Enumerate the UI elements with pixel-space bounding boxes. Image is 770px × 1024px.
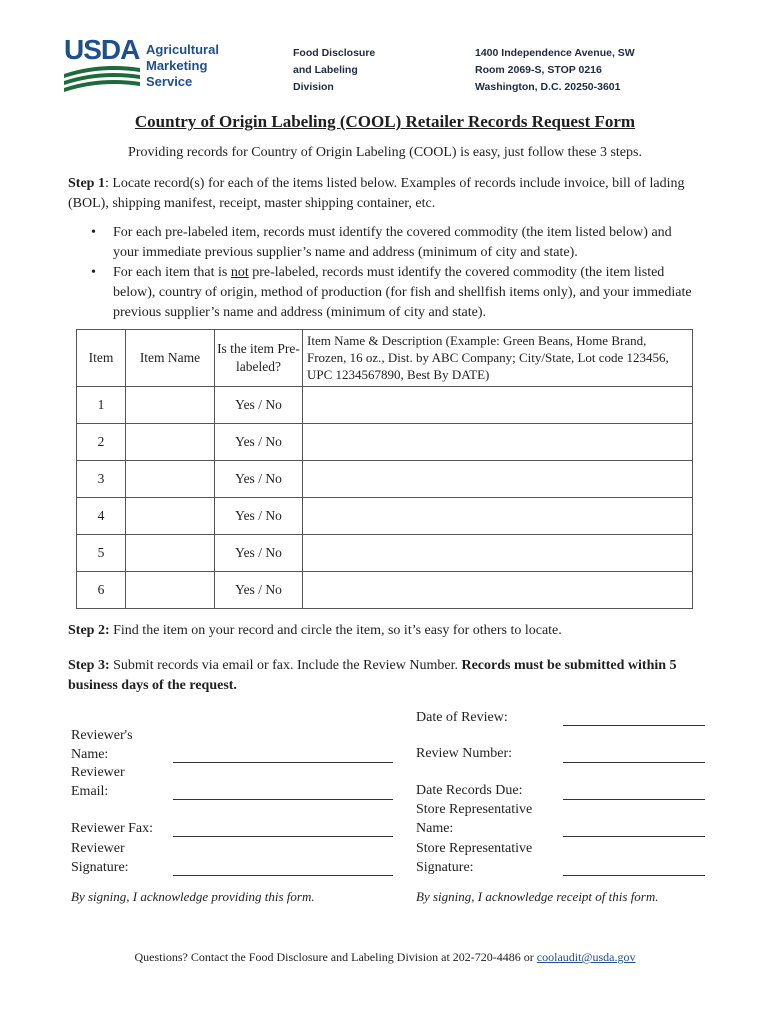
step2-label: Step 2:: [68, 623, 110, 638]
col-header-description: Item Name & Description (Example: Green Beans, Home Brand, Frozen, 16 oz., Dist. by ABC Company; City/State, Lot code 123456, UPC 1234567890, Best By DATE): [303, 330, 693, 387]
table-header-row: [77, 330, 693, 387]
reviewer-email-line[interactable]: [173, 799, 393, 800]
date-records-due-label: Date Records Due:: [416, 783, 523, 798]
table-row: [77, 424, 693, 461]
item-name-cell[interactable]: [126, 535, 215, 572]
item-name-cell[interactable]: [126, 424, 215, 461]
item-name-cell[interactable]: [126, 572, 215, 609]
step3-text: Submit records via email or fax. Include the Review Number.: [109, 658, 462, 673]
row-item-number: 2: [77, 424, 126, 461]
step1-label: Step 1: [68, 176, 105, 191]
review-number-label: Review Number:: [416, 746, 513, 761]
reviewer-signature-line[interactable]: [173, 875, 393, 876]
prelabeled-choice[interactable]: Yes / No: [215, 572, 303, 609]
date-of-review-label: Date of Review:: [416, 710, 508, 725]
table-row: [77, 498, 693, 535]
ams-logo-text: Agricultural Marketing Service: [146, 42, 219, 89]
prelabeled-choice[interactable]: Yes / No: [215, 461, 303, 498]
description-cell[interactable]: [303, 535, 693, 572]
description-cell[interactable]: [303, 424, 693, 461]
col-header-item-name: Item Name: [126, 330, 215, 387]
store-rep-signature-line[interactable]: [563, 875, 705, 876]
table-row: [77, 535, 693, 572]
reviewer-name-line[interactable]: [173, 762, 393, 763]
row-item-number: 5: [77, 535, 126, 572]
ack-right: By signing, I acknowledge receipt of this form.: [416, 889, 659, 904]
step1-text: : Locate record(s) for each of the items listed below. Examples of records include invoice, bill of lading (BOL), shipping manifest, receipt, master shipping container, etc.: [68, 176, 685, 211]
row-item-number: 1: [77, 387, 126, 424]
footer-contact: [0, 950, 770, 965]
reviewer-email-label: Reviewer Email:: [71, 765, 125, 799]
prelabeled-choice[interactable]: Yes / No: [215, 498, 303, 535]
step2-text: Find the item on your record and circle the item, so it’s easy for others to locate.: [109, 623, 562, 638]
store-rep-signature-label: Store Representative Signature:: [416, 841, 533, 875]
step3-label: Step 3:: [68, 658, 110, 673]
contact-email-link[interactable]: coolaudit@usda.gov: [536, 950, 636, 964]
usda-logo-text: USDA: [64, 34, 140, 65]
col-header-item: Item: [77, 330, 126, 387]
date-of-review-line[interactable]: [563, 725, 705, 726]
step3-bold-text: Records must be submitted within 5 business days of the request.: [68, 658, 677, 693]
row-item-number: 4: [77, 498, 126, 535]
row-item-number: 3: [77, 461, 126, 498]
table-row: [77, 461, 693, 498]
prelabeled-choice[interactable]: Yes / No: [215, 535, 303, 572]
description-cell[interactable]: [303, 572, 693, 609]
description-cell[interactable]: [303, 498, 693, 535]
item-name-cell[interactable]: [126, 387, 215, 424]
prelabeled-choice[interactable]: Yes / No: [215, 424, 303, 461]
ack-left: By signing, I acknowledge providing this form.: [71, 889, 315, 904]
date-records-due-line[interactable]: [563, 799, 705, 800]
reviewer-name-label: Reviewer's Name:: [71, 728, 133, 762]
step2-paragraph: [68, 621, 708, 641]
description-cell[interactable]: [303, 387, 693, 424]
division-block: Food Disclosure and Labeling Division: [293, 47, 376, 93]
table-row: [77, 387, 693, 424]
review-number-line[interactable]: [563, 762, 705, 763]
intro-text: Providing records for Country of Origin Labeling (COOL) is easy, just follow these 3 steps.: [128, 145, 642, 160]
step3-paragraph: [68, 656, 708, 696]
store-rep-name-label: Store Representative Name:: [416, 802, 533, 836]
step1-paragraph: [68, 174, 698, 214]
reviewer-fax-line[interactable]: [173, 836, 393, 837]
items-table: [76, 329, 693, 609]
address-block: 1400 Independence Avenue, SW Room 2069-S, STOP 0216 Washington, D.C. 20250-3601: [475, 47, 635, 93]
prelabeled-choice[interactable]: Yes / No: [215, 387, 303, 424]
footer-text: Questions? Contact the Food Disclosure and Labeling Division at 202-720-4486 or: [134, 950, 537, 964]
row-item-number: 6: [77, 572, 126, 609]
col-header-prelabeled: Is the item Pre-labeled?: [215, 330, 303, 387]
reviewer-signature-label: Reviewer Signature:: [71, 841, 129, 875]
item-name-cell[interactable]: [126, 498, 215, 535]
usda-ams-logo: [60, 32, 225, 94]
table-row: [77, 572, 693, 609]
store-rep-name-line[interactable]: [563, 836, 705, 837]
form-title: Country of Origin Labeling (COOL) Retailer Records Request Form: [134, 112, 636, 131]
bullet-prelabeled: • For each pre-labeled item, records must identify the covered commodity (the item listed below) and your immediate previous supplier’s name and address (minimum of city and state).: [91, 225, 672, 260]
item-name-cell[interactable]: [126, 461, 215, 498]
description-cell[interactable]: [303, 461, 693, 498]
bullet-not-prelabeled: • For each item that is not pre-labeled, records must identify the covered commodity (the item listed below), country of origin, method of production (for fish and shellfish items only), and your immediate previous supplier’s name and address (minimum of city and state).: [91, 265, 692, 320]
reviewer-fax-label: Reviewer Fax:: [71, 821, 154, 836]
